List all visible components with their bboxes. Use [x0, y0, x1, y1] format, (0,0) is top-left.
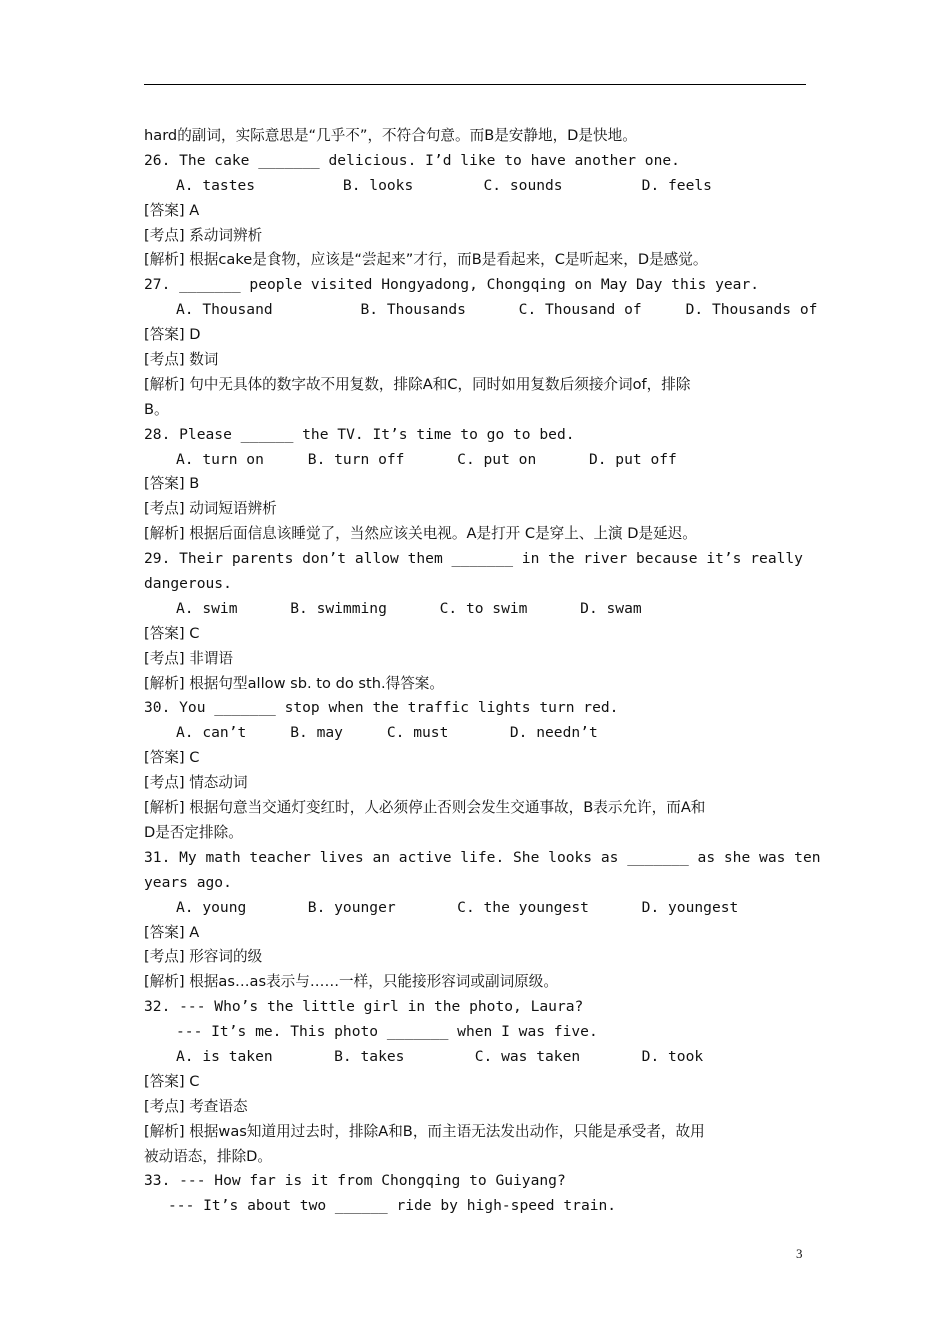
question-33-reply: --- It’s about two ______ ride by high-speed train.	[168, 1197, 617, 1215]
analysis-32-cont: 被动语态，排除D。	[144, 1147, 272, 1165]
question-30: 30. You _______ stop when the traffic lights turn red.	[144, 699, 619, 717]
question-31: 31. My math teacher lives an active life. She looks as _______ as she was ten	[144, 848, 821, 866]
text-line: hard的副词，实际意思是“几乎不”，不符合句意。而B是安静地，D是快地。	[144, 127, 637, 144]
answer-30: [答案] C	[144, 749, 200, 767]
answer-27: [答案] D	[144, 326, 201, 344]
answer-29: [答案] C	[144, 624, 200, 642]
options-28: A. turn on B. turn off C. put on D. put off	[176, 450, 677, 468]
analysis-27: [解析] 句中无具体的数字故不用复数，排除A和C，同时如用复数后须接介词of，排除	[144, 375, 691, 393]
topic-27: [考点] 数词	[144, 351, 219, 369]
topic-30: [考点] 情态动词	[144, 774, 248, 792]
topic-32: [考点] 考查语态	[144, 1097, 248, 1115]
answer-28: [答案] B	[144, 475, 200, 493]
question-29-cont: dangerous.	[144, 575, 232, 593]
analysis-29: [解析] 根据句型allow sb. to do sth.得答案。	[144, 674, 444, 692]
question-27: 27. _______ people visited Hongyadong, Chongqing on May Day this year.	[144, 276, 760, 294]
question-31-cont: years ago.	[144, 873, 232, 891]
answer-32: [答案] C	[144, 1072, 200, 1090]
topic-28: [考点] 动词短语辨析	[144, 500, 277, 518]
answer-31: [答案] A	[144, 923, 200, 941]
answer-26: [答案] A	[144, 201, 200, 219]
analysis-30-cont: D是否定排除。	[144, 823, 243, 841]
options-29: A. swim B. swimming C. to swim D. swam	[176, 599, 642, 617]
analysis-26: [解析] 根据cake是食物，应该是“尝起来”才行，而B是看起来，C是听起来，D是感觉。	[144, 251, 708, 269]
analysis-28: [解析] 根据后面信息该睡觉了，当然应该关电视。A是打开 C是穿上、上演 D是延迟。	[144, 525, 697, 543]
analysis-31: [解析] 根据as…as表示与……一样，只能接形容词或副词原级。	[144, 973, 558, 991]
page-number: 3	[796, 1246, 803, 1261]
document-body	[144, 124, 821, 1219]
options-31: A. young B. younger C. the youngest D. youngest	[176, 898, 739, 916]
question-28: 28. Please ______ the TV. It’s time to go to bed.	[144, 425, 575, 443]
question-29: 29. Their parents don’t allow them _______ in the river because it’s really	[144, 550, 803, 568]
question-26: 26. The cake _______ delicious. I’d like to have another one.	[144, 151, 680, 169]
header-rule	[144, 84, 806, 85]
options-27: A. Thousand B. Thousands C. Thousand of D. Thousands of	[176, 301, 818, 319]
question-32: 32. --- Who’s the little girl in the photo, Laura?	[144, 998, 584, 1016]
analysis-27-cont: B。	[144, 400, 169, 418]
options-30: A. can’t B. may C. must D. needn’t	[176, 724, 598, 742]
topic-26: [考点] 系动词辨析	[144, 226, 263, 244]
options-26: A. tastes B. looks C. sounds D. feels	[176, 176, 712, 194]
topic-29: [考点] 非谓语	[144, 649, 233, 667]
options-32: A. is taken B. takes C. was taken D. took	[176, 1047, 704, 1065]
question-32-reply: --- It’s me. This photo _______ when I was five.	[176, 1023, 598, 1041]
analysis-32: [解析] 根据was知道用过去时，排除A和B，而主语无法发出动作，只能是承受者，故用	[144, 1122, 705, 1140]
topic-31: [考点] 形容词的级	[144, 948, 263, 966]
analysis-30: [解析] 根据句意当交通灯变红时，人必须停止否则会发生交通事故，B表示允许，而A和	[144, 799, 706, 817]
question-33: 33. --- How far is it from Chongqing to Guiyang?	[144, 1172, 566, 1190]
